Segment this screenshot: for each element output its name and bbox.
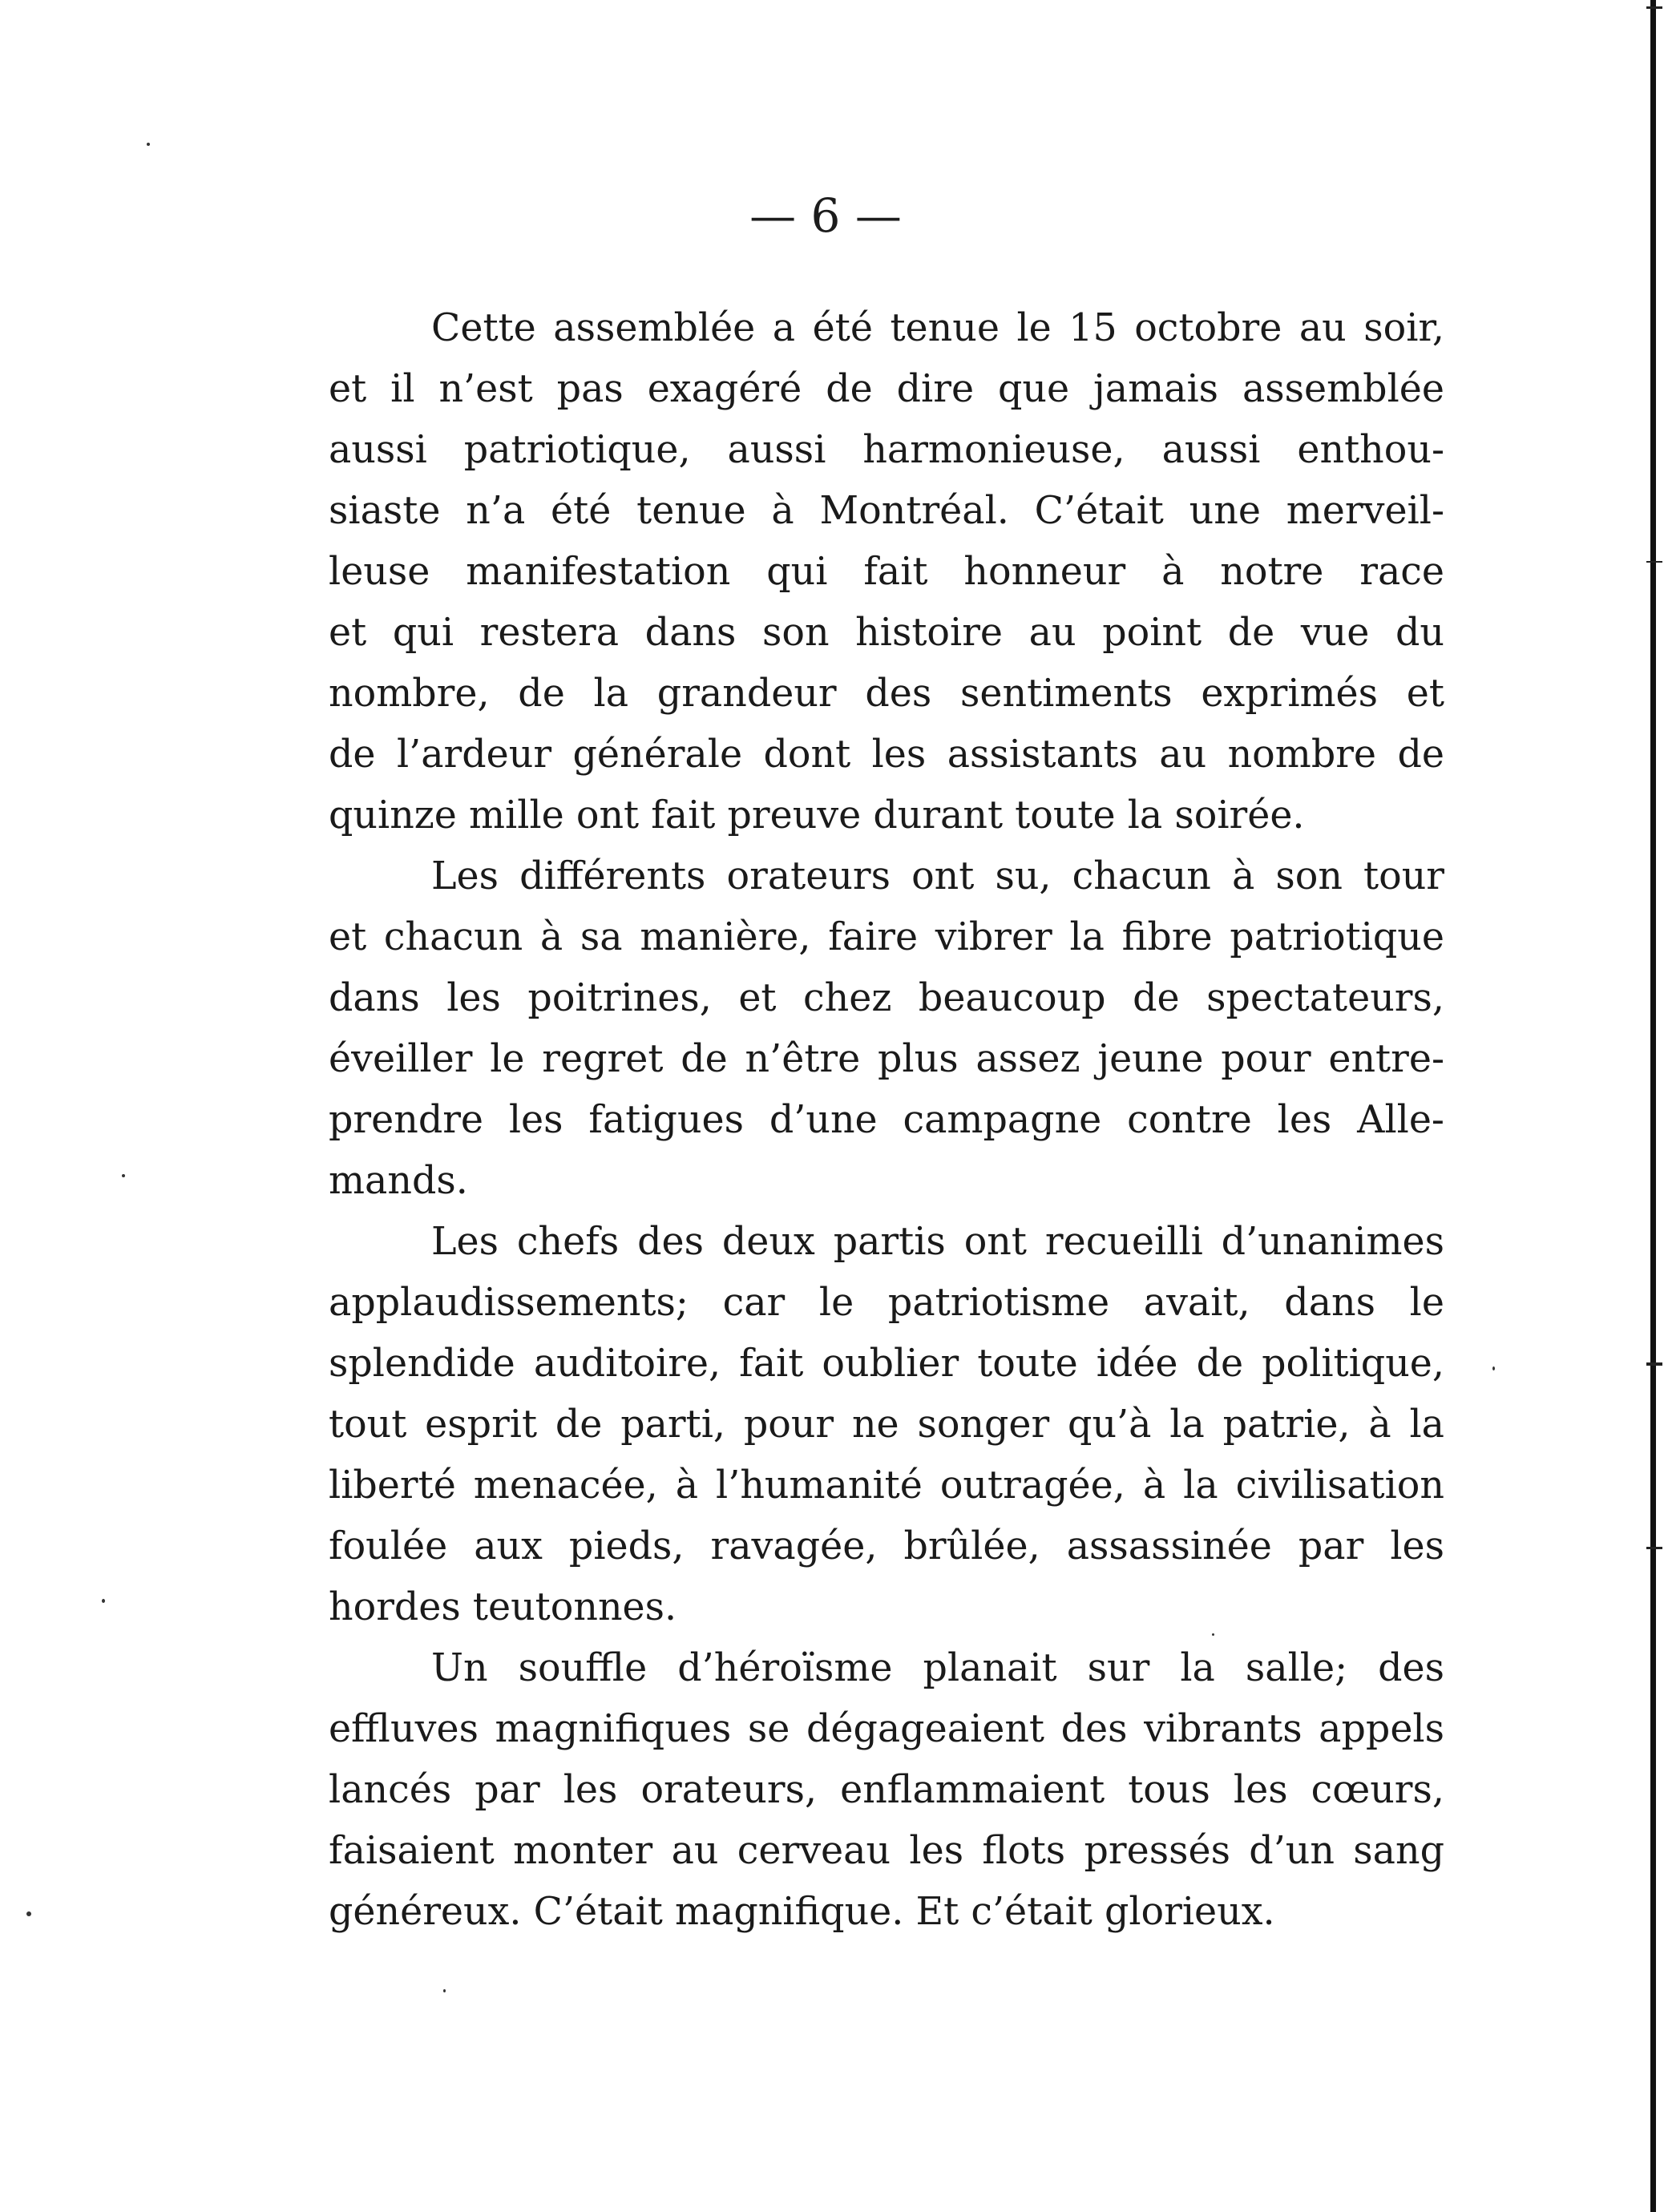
text-line: et qui restera dans son histoire au point de vue du	[329, 611, 1444, 655]
page-number: — 6 —	[749, 188, 902, 243]
text-line: généreux. C’était magnifique. Et c’était glorieux.	[329, 1890, 1275, 1934]
print-speck	[122, 1174, 125, 1177]
text-line: faisaient monter au cerveau les flots pressés d’un sang	[329, 1829, 1444, 1873]
spine-mark	[1646, 1547, 1662, 1549]
print-speck	[1492, 1366, 1495, 1370]
text-line: splendide auditoire, fait oublier toute idée de politique,	[329, 1342, 1444, 1386]
spine-mark	[1646, 1362, 1662, 1366]
text-line: Les chefs des deux partis ont recueilli d’unanimes	[431, 1220, 1444, 1264]
text-line: et il n’est pas exagéré de dire que jamais assemblée	[329, 367, 1444, 411]
spine-mark	[1646, 6, 1662, 9]
paragraph-4	[226, 1638, 1444, 1943]
paragraph-2	[226, 846, 1444, 1212]
paragraph-1	[226, 298, 1444, 846]
print-speck	[26, 1911, 31, 1916]
text-line: nombre, de la grandeur des sentiments exprimés et	[329, 672, 1444, 716]
text-line: Cette assemblée a été tenue le 15 octobre au soir,	[431, 306, 1444, 350]
text-line: siaste n’a été tenue à Montréal. C’était une merveil-	[329, 489, 1444, 533]
paragraph-3	[226, 1212, 1444, 1638]
text-line: prendre les fatigues d’une campagne contre les Alle-	[329, 1098, 1444, 1142]
page-spine-edge	[1650, 0, 1656, 2212]
text-line: liberté menacée, à l’humanité outragée, à la civilisation	[329, 1463, 1444, 1508]
page-body	[226, 298, 1444, 1943]
text-line: mands.	[329, 1159, 468, 1203]
print-speck	[147, 143, 150, 146]
text-line: Un souffle d’héroïsme planait sur la salle; des	[431, 1646, 1444, 1690]
print-speck	[102, 1599, 105, 1603]
text-line: applaudissements; car le patriotisme avait, dans le	[329, 1281, 1444, 1325]
text-line: éveiller le regret de n’être plus assez jeune pour entre-	[329, 1037, 1444, 1081]
text-line: leuse manifestation qui fait honneur à notre race	[329, 550, 1444, 594]
text-line: foulée aux pieds, ravagée, brûlée, assassinée par les	[329, 1524, 1444, 1568]
text-line: quinze mille ont fait preuve durant toute la soirée.	[329, 793, 1305, 838]
text-line: aussi patriotique, aussi harmonieuse, aussi enthou-	[329, 428, 1444, 472]
text-line: de l’ardeur générale dont les assistants au nombre de	[329, 733, 1444, 777]
text-line: tout esprit de parti, pour ne songer qu’à la patrie, à la	[329, 1403, 1444, 1447]
spine-mark	[1646, 561, 1662, 563]
text-line: lancés par les orateurs, enflammaient tous les cœurs,	[329, 1768, 1444, 1812]
text-line: effluves magnifiques se dégageaient des vibrants appels	[329, 1707, 1444, 1751]
text-line: et chacun à sa manière, faire vibrer la fibre patriotique	[329, 915, 1444, 959]
text-line: hordes teutonnes.	[329, 1585, 677, 1629]
print-speck	[443, 1989, 446, 1992]
text-line: Les différents orateurs ont su, chacun à son tour	[431, 854, 1444, 898]
text-line: dans les poitrines, et chez beaucoup de spectateurs,	[329, 976, 1444, 1020]
